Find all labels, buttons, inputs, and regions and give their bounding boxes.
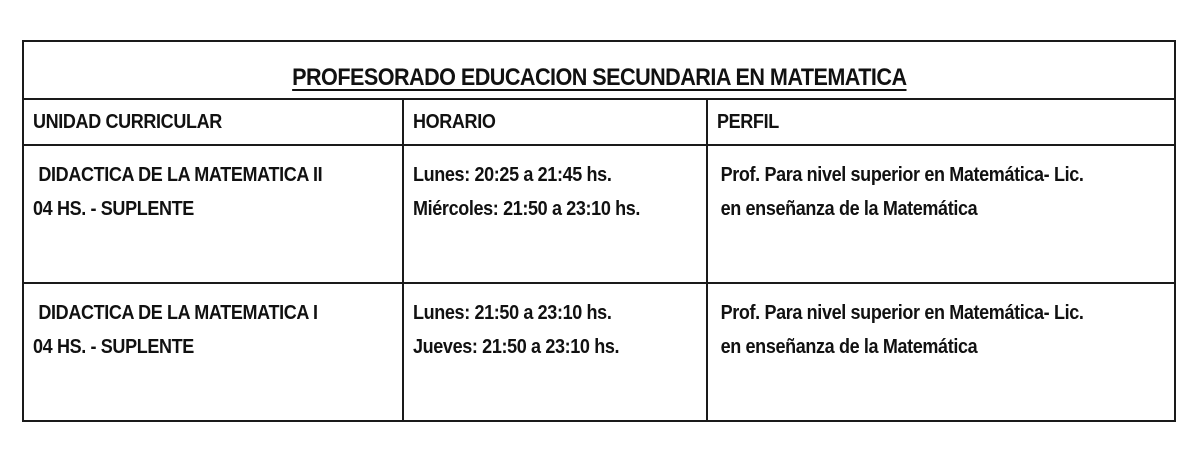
table-row — [23, 283, 1175, 421]
document-title: PROFESORADO EDUCACION SECUNDARIA EN MATEMATICA — [291, 64, 907, 91]
unit-name: DIDACTICA DE LA MATEMATICA II — [38, 164, 323, 186]
header-unit: UNIDAD CURRICULAR — [33, 110, 222, 133]
header-unit-cell — [23, 99, 403, 145]
profile-cell — [707, 145, 1175, 283]
unit-name: DIDACTICA DE LA MATEMATICA I — [38, 302, 318, 324]
title-row — [23, 41, 1175, 99]
unit-cell — [23, 145, 403, 283]
profile-line: Prof. Para nivel superior en Matemática- Lic. — [720, 164, 1084, 186]
header-schedule-cell — [403, 99, 707, 145]
header-schedule: HORARIO — [413, 110, 496, 133]
unit-cell — [23, 283, 403, 421]
schedule-cell — [403, 145, 707, 283]
profile-line: en enseñanza de la Matemática — [720, 336, 978, 358]
header-profile: PERFIL — [717, 110, 779, 133]
table-row — [23, 145, 1175, 283]
schedule-line: Jueves: 21:50 a 23:10 hs. — [413, 336, 620, 358]
schedule-line: Miércoles: 21:50 a 23:10 hs. — [413, 198, 641, 220]
unit-hours: 04 HS. - SUPLENTE — [33, 198, 194, 220]
header-row — [23, 99, 1175, 145]
schedule-line: Lunes: 21:50 a 23:10 hs. — [413, 302, 612, 324]
schedule-line: Lunes: 20:25 a 21:45 hs. — [413, 164, 612, 186]
unit-hours: 04 HS. - SUPLENTE — [33, 336, 194, 358]
profile-line: Prof. Para nivel superior en Matemática- Lic. — [720, 302, 1084, 324]
header-profile-cell — [707, 99, 1175, 145]
profile-cell — [707, 283, 1175, 421]
profile-line: en enseñanza de la Matemática — [720, 198, 978, 220]
schedule-cell — [403, 283, 707, 421]
curriculum-table — [22, 40, 1176, 422]
title-cell — [23, 41, 1175, 99]
